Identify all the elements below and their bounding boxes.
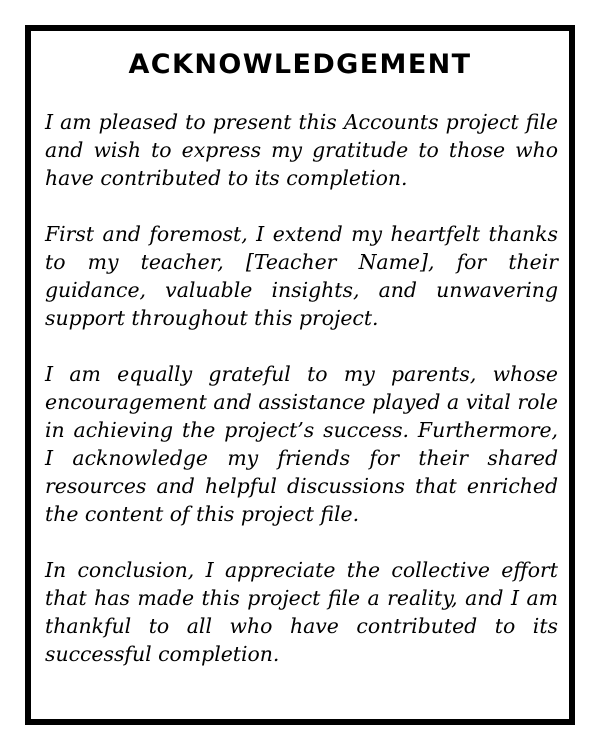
page-title: ACKNOWLEDGEMENT xyxy=(128,49,472,80)
paragraph-parents-friends: I am equally grateful to my parents, whose encouragement and assistance played a vital role in achieving the project’s success. Furthermore, I acknowledge my friends for their shared resources and helpful discussions that enriched the content of this project file. xyxy=(45,362,558,526)
paragraph-teacher-thanks: First and foremost, I extend my heartfelt thanks to my teacher, [Teacher Name], for their guidance, valuable insights, and unwavering support throughout this project. xyxy=(45,222,558,330)
paragraph-intro: I am pleased to present this Accounts project file and wish to express my gratitude to those who have contributed to its completion. xyxy=(45,110,558,190)
acknowledgement-body xyxy=(45,108,558,668)
document-frame xyxy=(25,25,575,725)
paragraph-conclusion: In conclusion, I appreciate the collective effort that has made this project file a reality, and I am thankful to all who have contributed to its successful completion. xyxy=(45,558,558,666)
